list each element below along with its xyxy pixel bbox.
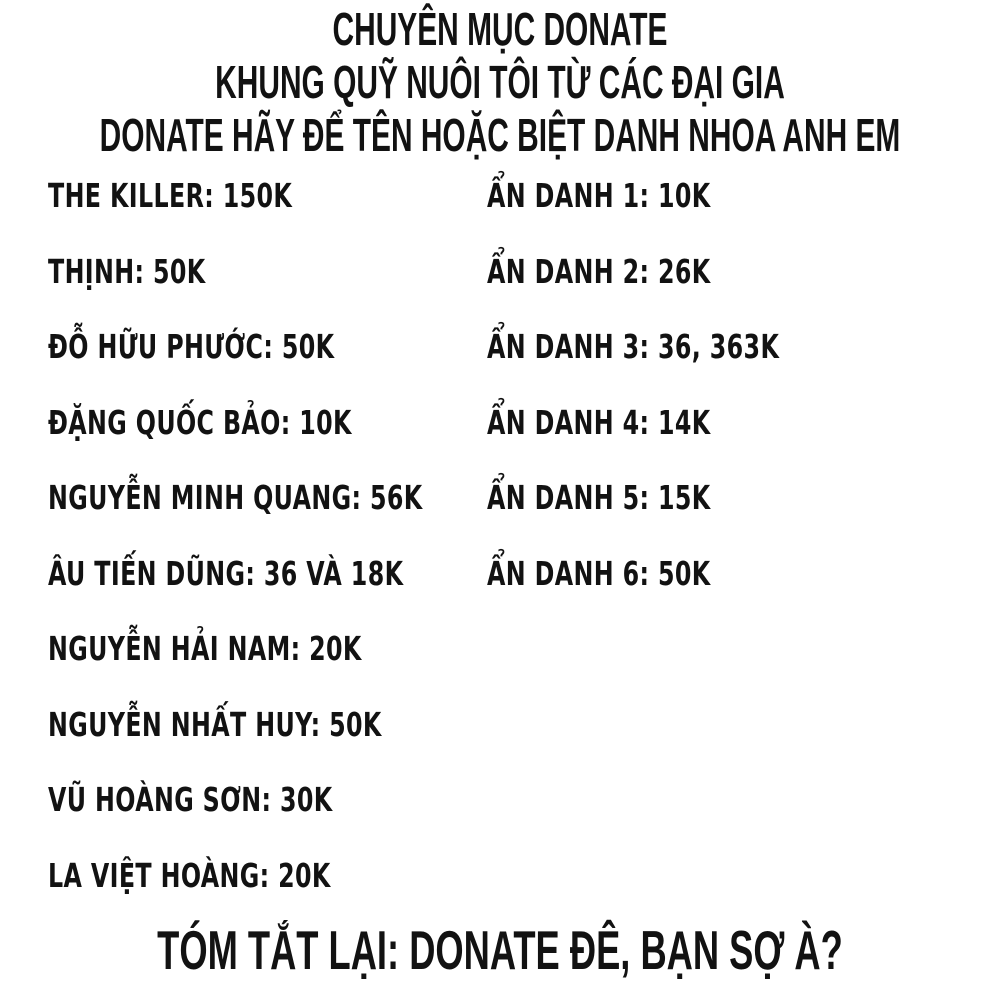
summary-line: TÓM TẮT LẠI: DONATE ĐÊ, BẠN SỢ À? xyxy=(157,919,843,981)
anonymous-donor-row: ẨN DANH 6: 50K xyxy=(487,554,711,593)
donor-row: VŨ HOÀNG SƠN: 30K xyxy=(48,780,333,819)
anonymous-donor-row: ẨN DANH 3: 36, 363K xyxy=(487,327,780,366)
donor-row: ÂU TIẾN DŨNG: 36 VÀ 18K xyxy=(48,554,404,593)
donor-row: THE KILLER: 150K xyxy=(48,176,293,215)
anonymous-donor-row: ẨN DANH 2: 26K xyxy=(487,252,711,291)
donor-row: NGUYỄN NHẤT HUY: 50K xyxy=(48,705,382,744)
donor-row: LA VIỆT HOÀNG: 20K xyxy=(48,856,331,895)
page-subtitle: KHUNG QUỸ NUÔI TÔI TỪ CÁC ĐẠI GIA xyxy=(215,56,785,108)
anonymous-donor-row: ẨN DANH 4: 14K xyxy=(487,403,711,442)
donor-row: THỊNH: 50K xyxy=(48,252,206,291)
donor-row: NGUYỄN MINH QUANG: 56K xyxy=(48,478,423,517)
donor-row: NGUYỄN HẢI NAM: 20K xyxy=(48,629,362,668)
donor-row: ĐỖ HỮU PHƯỚC: 50K xyxy=(48,327,335,366)
donate-instruction: DONATE HÃY ĐỂ TÊN HOẶC BIỆT DANH NHOA ANH EM xyxy=(99,109,901,161)
donor-row: ĐẶNG QUỐC BẢO: 10K xyxy=(48,403,352,442)
anonymous-donor-row: ẨN DANH 5: 15K xyxy=(487,478,711,517)
anonymous-donor-row: ẨN DANH 1: 10K xyxy=(487,176,711,215)
page-title: CHUYÊN MỤC DONATE xyxy=(332,3,668,55)
